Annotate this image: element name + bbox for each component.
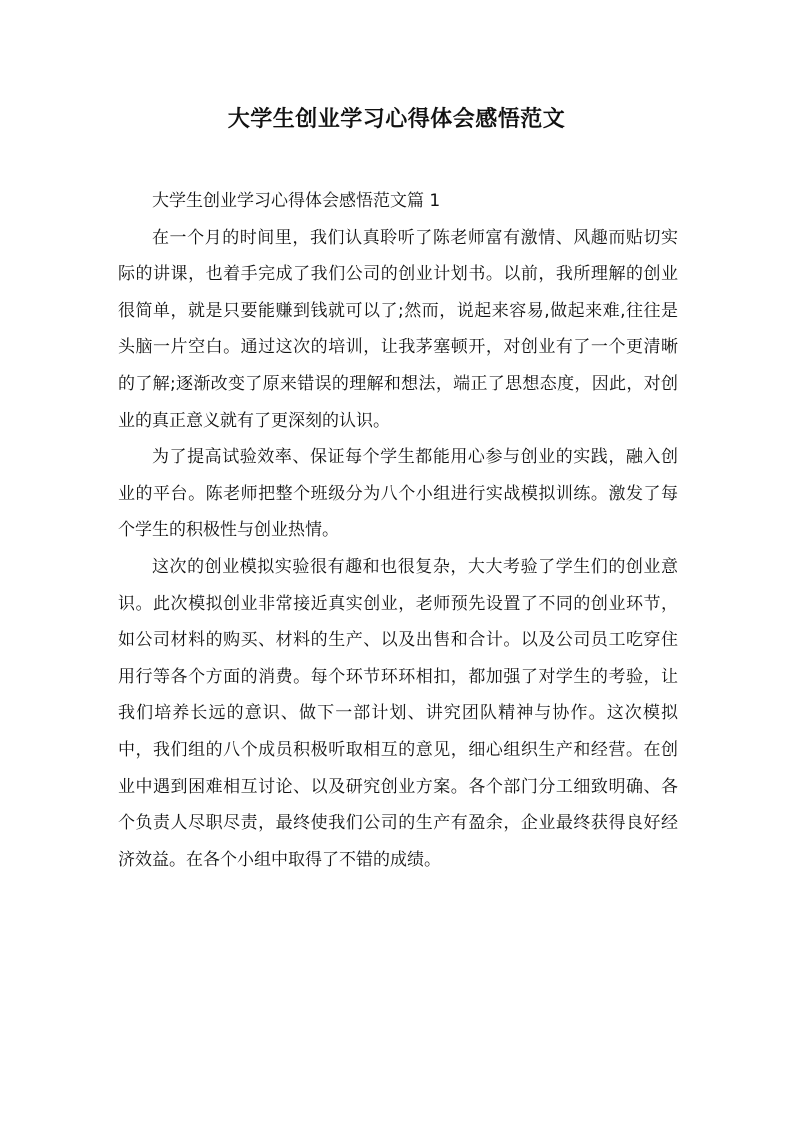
section-heading: 大学生创业学习心得体会感悟范文篇 1 — [152, 191, 441, 211]
paragraph-3: 这次的创业模拟实验很有趣和也很复杂，大大考验了学生们的创业意识。此次模拟创业非常接近真实创业，老师预先设置了不同的创业环节，如公司材料的购买、材料的生产、以及出售和合计。以及公司员工吃穿住用行等各个方面的消费。每个环节环环相扣，都加强了对学生的考验，让我们培养长远的意识、做下一部计划、讲究团队精神与协作。这次模拟中，我们组的八个成员积极听取相互的意见，细心组织生产和经营。在创业中遇到困难相互讨论、以及研究创业方案。各个部门分工细致明确、各个负责人尽职尽责，最终使我们公司的生产有盈余，企业最终获得良好经济效益。在各个小组中取得了不错的成绩。 — [118, 556, 678, 870]
document-body — [118, 183, 678, 878]
paragraph-2: 为了提高试验效率、保证每个学生都能用心参与创业的实践，融入创业的平台。陈老师把整个班级分为八个小组进行实战模拟训练。激发了每个学生的积极性与创业热情。 — [118, 447, 678, 541]
document-title: 大学生创业学习心得体会感悟范文 — [227, 107, 566, 132]
paragraph-1: 在一个月的时间里，我们认真聆听了陈老师富有激情、风趣而贴切实际的讲课，也着手完成了我们公司的创业计划书。以前，我所理解的创业很简单，就是只要能赚到钱就可以了;然而，说起来容易,做起来难,往往是头脑一片空白。通过这次的培训，让我茅塞顿开，对创业有了一个更清晰的了解;逐渐改变了原来错误的理解和想法，端正了思想态度，因此，对创业的真正意义就有了更深刻的认识。 — [118, 227, 678, 431]
